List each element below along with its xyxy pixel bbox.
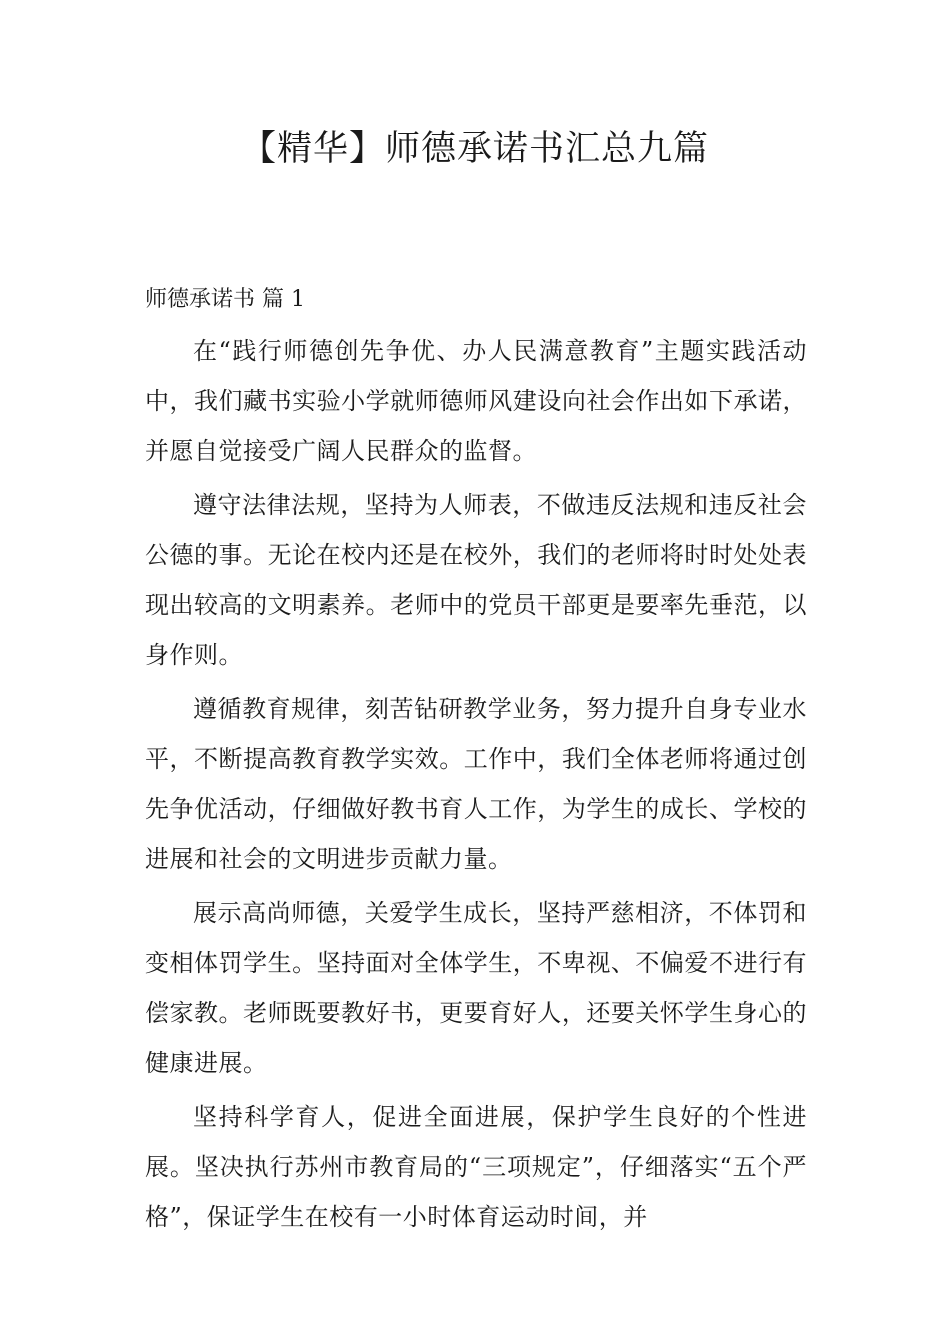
- paragraph-2: 遵守法律法规，坚持为人师表，不做违反法规和违反社会公德的事。无论在校内还是在校外，我们的老师将时时处处表现出较高的文明素养。老师中的党员干部更是要率先垂范，以身作则。: [145, 491, 807, 669]
- document-title: 【精华】师德承诺书汇总九篇: [240, 129, 709, 169]
- paragraph-4: 展示高尚师德，关爱学生成长，坚持严慈相济，不体罚和变相体罚学生。坚持面对全体学生，不卑视、不偏爱不进行有偿家教。老师既要教好书，更要育好人，还要关怀学生身心的健康进展。: [145, 899, 807, 1077]
- paragraph-5: 坚持科学育人，促进全面进展，保护学生良好的个性进展。坚决执行苏州市教育局的“三项规定”，仔细落实“五个严格”，保证学生在校有一小时体育运动时间，并: [145, 1103, 807, 1231]
- section-heading: 师德承诺书 篇 1: [145, 287, 305, 312]
- paragraph-1: 在“践行师德创先争优、办人民满意教育”主题实践活动中，我们藏书实验小学就师德师风建设向社会作出如下承诺，并愿自觉接受广阔人民群众的监督。: [145, 337, 807, 465]
- document-body: [145, 280, 807, 1246]
- paragraph-3: 遵循教育规律，刻苦钻研教学业务，努力提升自身专业水平，不断提高教育教学实效。工作中，我们全体老师将通过创先争优活动，仔细做好教书育人工作，为学生的成长、学校的进展和社会的文明进步贡献力量。: [145, 695, 807, 873]
